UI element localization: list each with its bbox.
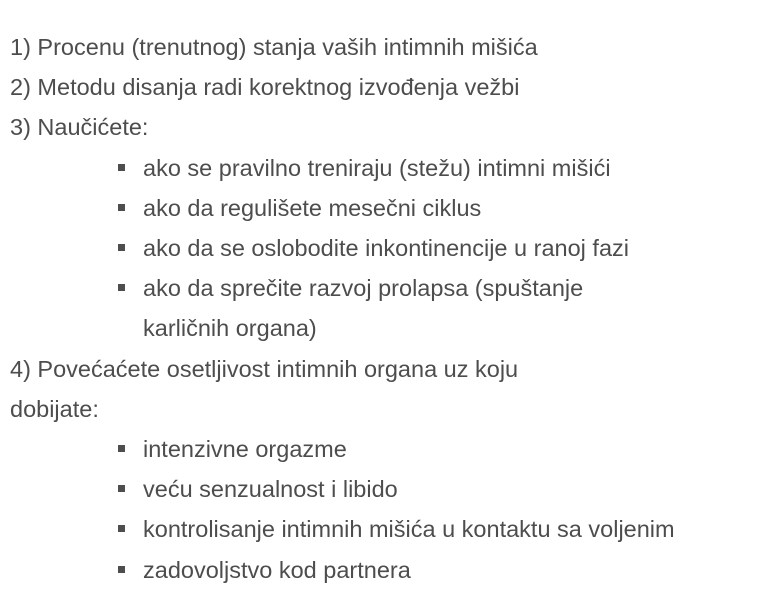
square-bullet-icon	[118, 445, 125, 452]
bullet-text: zadovoljstvo kod partnera	[143, 556, 411, 583]
square-bullet-icon	[118, 204, 125, 211]
square-bullet-icon	[118, 566, 125, 573]
document-body	[10, 27, 750, 590]
bullet-item	[143, 188, 750, 228]
bullet-item	[143, 268, 750, 348]
square-bullet-icon	[118, 284, 125, 291]
square-bullet-icon	[118, 525, 125, 532]
bullet-text: veću senzualnost i libido	[143, 476, 398, 503]
bullet-item	[143, 469, 750, 509]
list-item-2: 2) Metodu disanja radi korektnog izvođenja vežbi	[10, 74, 520, 101]
bullet-text: ako se pravilno treniraju (stežu) intimni mišići	[143, 154, 611, 181]
list-item-1: 1) Procenu (trenutnog) stanja vaših intimnih mišića	[10, 34, 538, 60]
gain-bullet-list	[10, 429, 750, 590]
list-item-3: 3) Naučićete:	[10, 114, 149, 141]
bullet-item	[143, 228, 750, 268]
list-item-4: 4) Povećaćete osetljivost intimnih organa uz koju	[10, 355, 519, 382]
square-bullet-icon	[118, 485, 125, 492]
square-bullet-icon	[118, 244, 125, 251]
bullet-text: ako da sprečite razvoj prolapsa (spuštanje	[143, 275, 584, 302]
list-item-4-continuation: dobijate:	[10, 395, 99, 422]
bullet-text: ako da se oslobodite inkontinencije u ranoj fazi	[143, 235, 629, 262]
bullet-text-continuation: karličnih organa)	[143, 315, 317, 342]
learn-bullet-list	[10, 148, 750, 349]
bullet-item	[143, 509, 750, 549]
square-bullet-icon	[118, 164, 125, 171]
bullet-item	[143, 550, 750, 590]
bullet-text: ako da regulišete mesečni ciklus	[143, 194, 482, 221]
bullet-text: intenzivne orgazme	[143, 436, 347, 463]
bullet-item	[143, 148, 750, 188]
bullet-item	[143, 429, 750, 469]
bullet-text: kontrolisanje intimnih mišića u kontaktu sa voljenim	[143, 516, 675, 543]
